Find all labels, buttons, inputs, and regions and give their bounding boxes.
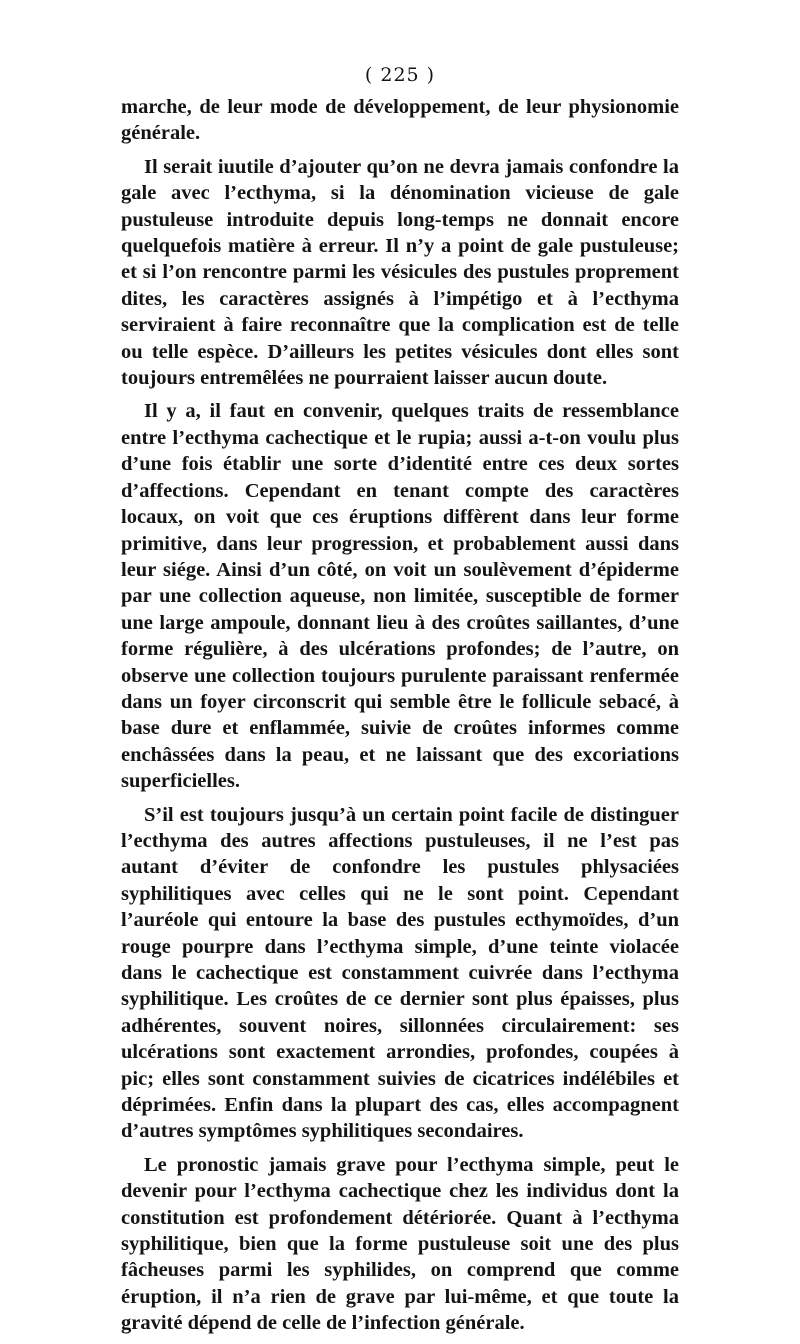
page-number: ( 225 ) — [364, 64, 436, 86]
paragraph-gale: Il serait iuutile d’ajouter qu’on ne devra jamais confondre la gale avec l’ecthyma, si la dénomination vicieuse de gale pustuleuse introduite depuis long-temps ne donnait encore quelquefois matière à erreur. Il n’y a point de gale pustuleuse; et si l’on rencontre parmi les vésicules des pustules proprement dites, les caractères assignés à l’impétigo et à l’ecthyma serviraient à faire reconnaître que la complication est de telle ou telle espèce. D’ailleurs les petites vésicules dont elles sont toujours entremêlées ne pourraient laisser aucun doute. — [121, 155, 679, 390]
paragraph-syphilitic: S’il est toujours jusqu’à un certain point facile de distinguer l’ecthyma des autres affections pustuleuses, il ne l’est pas autant d’éviter de confondre les pustules phlysaciées syphilitiques avec celles qui ne le sont point. Cependant l’auréole qui entoure la base des pustules ecthymoïdes, d’un rouge pourpre dans l’ecthyma simple, d’une teinte violacée dans le cachectique est constamment cuivrée dans l’ecthyma syphilitique. Les croûtes de ce dernier sont plus épaisses, plus adhérentes, souvent noires, sillonnées circulairement: ses ulcérations sont exactement arrondies, profondes, coupées à pic; elles sont constamment suivies de cicatrices indélébiles et déprimées. Enfin dans la plupart des cas, elles accompagnent d’autres symptômes syphilitiques secondaires. — [121, 803, 679, 1143]
paragraph-rupia: Il y a, il faut en convenir, quelques traits de ressemblance entre l’ecthyma cachectique et le rupia; aussi a-t-on voulu plus d’une fois établir une sorte d’identité entre ces deux sortes d’affections. Cependant en tenant compte des caractères locaux, on voit que ces éruptions diffèrent dans leur forme primitive, dans leur progression, et probablement aussi dans leur siége. Ainsi d’un côté, on voit un soulèvement d’épiderme par une collection aqueuse, non limitée, susceptible de former une large ampoule, donnant lieu à des croûtes saillantes, d’une forme régulière, à des ulcérations profondes; de l’autre, on observe une collection toujours purulente paraissant renfermée dans un foyer circonscrit qui semble être le follicule sebacé, à base dure et enflammée, suivie de croûtes informes comme enchâssées dans la peau, et ne laissant que des excoriations superficielles. — [121, 400, 679, 793]
paragraph-prognosis: Le pronostic jamais grave pour l’ecthyma simple, peut le devenir pour l’ecthyma cachectique chez les individus dont la constitution est profondement détériorée. Quant à l’ecthyma syphilitique, bien que la forme pustuleuse soit une des plus fâcheuses parmi les syphilides, on comprend que comme éruption, il n’a rien de grave par lui-même, et que toute la gravité dépend de celle de l’infection générale. — [121, 1153, 679, 1335]
paragraph-continuation: marche, de leur mode de développement, de leur physionomie générale. — [121, 96, 679, 145]
body-text — [121, 94, 679, 1344]
